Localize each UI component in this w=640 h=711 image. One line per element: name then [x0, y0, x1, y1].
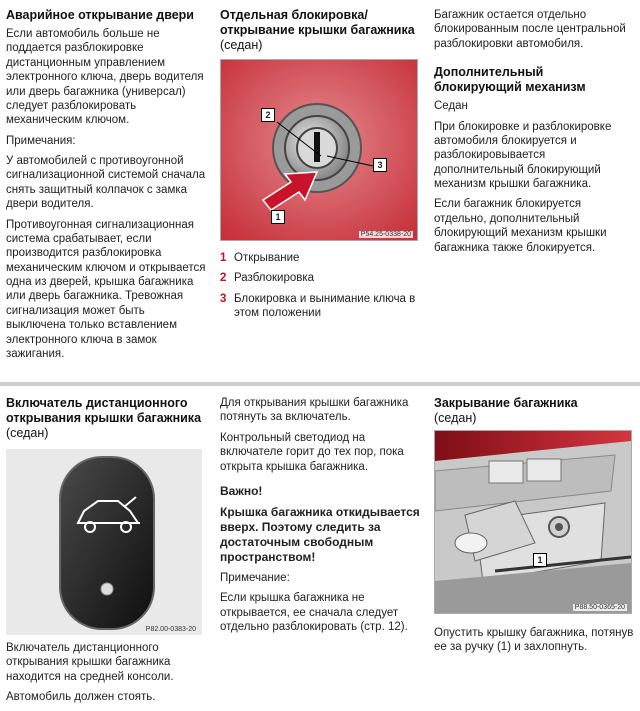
extra-lock-section: [434, 8, 634, 261]
trunk-close-figure: [434, 430, 632, 614]
remote-switch-title: Включатель дистанционного открывания крышки багажника (седан): [6, 396, 202, 440]
legend-item: 1 Открывание: [220, 252, 300, 264]
extra-lock-title: Дополнительный блокирующий механизм: [434, 65, 586, 95]
figure-caption: P88.50-0365-20: [574, 604, 625, 611]
notes-text-1: У автомобилей с противоугонной сигнализационной системой сначала снять защитный колпачок с замка двери водителя.: [6, 155, 206, 211]
legend-list: [220, 251, 420, 321]
warning-text: Крышка багажника откидывается вверх. Поэтому следить за достаточным свободным пространством!: [220, 504, 420, 564]
trunk-lock-section: [220, 8, 420, 327]
close-trunk-text: Опустить крышку багажника, потянув ее за ручку (1) и захлопнуть.: [434, 627, 634, 654]
note-label: Примечание:: [220, 571, 290, 584]
notes-text-2: Противоугонная сигнализационная система срабатывает, если производится разблокировка механическим ключом и открывается одна из дверей, крышка багажника или дверь багажника. Тревожная сигнализация может быть выключена только вставлением электронного ключа в замок зажигания.: [6, 218, 206, 360]
trunk-close-section: [434, 396, 634, 661]
callout-2: 2: [261, 108, 275, 122]
callout-3: 3: [373, 158, 387, 172]
extra-lock-text-1: При блокировке и разблокировке автомобиля блокируется и разблокировывается дополнительный блокирующий механизм крышки багажника.: [434, 120, 612, 190]
trunk-locked-text: Багажник остается отдельно блокированным после центральной разблокировки автомобиля.: [434, 9, 626, 50]
emergency-door-section: [6, 8, 206, 367]
figure-caption: P82.00-0383-20: [145, 626, 196, 633]
lock-cylinder-figure: [220, 59, 418, 241]
figure-caption: P54.25-0338-20: [360, 231, 411, 238]
trunk-open-section: [220, 396, 420, 640]
callout-1: 1: [271, 210, 285, 224]
pull-switch-text: Для открывания крышки багажника потянуть за включатель.: [220, 397, 409, 424]
emergency-door-title: Аварийное открывание двери: [6, 8, 194, 22]
led-text: Контрольный светодиод на включателе горит до тех пор, пока открыта крышка багажника.: [220, 431, 404, 473]
remote-switch-figure: [6, 449, 202, 635]
note-text: Если крышка багажника не открывается, ее сначала следует отдельно разблокировать (стр. 12).: [220, 592, 408, 633]
trunk-handle-illustration: [435, 431, 631, 613]
sedan-label: Седан: [434, 100, 468, 113]
section-divider: [0, 382, 640, 386]
notes-label: Примечания:: [6, 134, 76, 147]
legend-item: 2 Разблокировка: [220, 272, 315, 285]
trunk-close-title: Закрывание багажника (седан): [434, 396, 578, 425]
vehicle-stop-text: Автомобиль должен стоять.: [6, 691, 156, 704]
callout-1: 1: [533, 553, 547, 567]
important-label: Важно!: [220, 483, 263, 498]
legend-item: 3 Блокировка и вынимание ключа в этом положении: [220, 292, 416, 320]
extra-lock-text-2: Если багажник блокируется отдельно, дополнительный блокирующий механизм крышки багажника также блокируется.: [434, 198, 607, 254]
remote-switch-location: Включатель дистанционного открывания крышки багажника находится на средней консоли.: [6, 642, 174, 683]
trunk-lock-title: Отдельная блокировка/ открывание крышки багажника (седан): [220, 8, 415, 52]
remote-switch-section: [6, 396, 206, 711]
lock-cylinder-illustration: [221, 60, 417, 240]
emergency-door-text: Если автомобиль больше не поддается разблокировке дистанционным управлением электронного ключа, дверь водителя или дверь багажника (универсал) следует разблокировать механическим ключом.: [6, 28, 204, 127]
trunk-switch-illustration: [6, 449, 202, 635]
